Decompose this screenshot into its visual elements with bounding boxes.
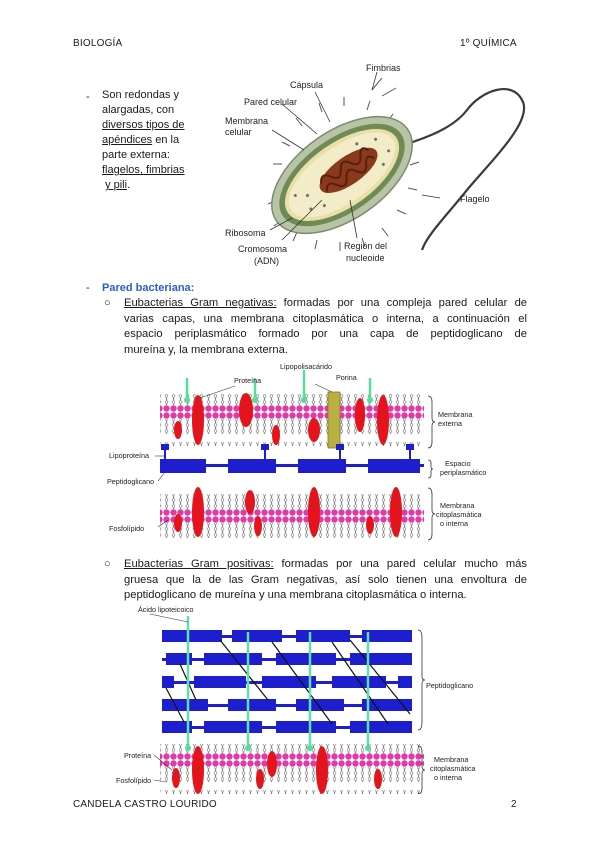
gram-negative-diagram (100, 360, 520, 550)
page-number: 2 (511, 799, 517, 810)
label-citoplasmatica-2: citoplasmática (436, 510, 482, 519)
porin (328, 392, 340, 448)
gram-neg-paragraph: Eubacterias Gram negativas: formadas por una compleja pared celular de varias capas, una membrana citoplasmática o interna, a continuación el espacio periplasmático formado por una capa de peptidoglicano de mureína y, la membrana externa. (124, 297, 528, 356)
label-ribosoma: Ribosoma (225, 228, 266, 238)
footer-author: CANDELA CASTRO LOURIDO (73, 799, 217, 810)
label-flagelo: Flagelo (460, 194, 490, 204)
label-membrana-externa-2: externa (438, 419, 462, 428)
label-membrana-pos-3: o interna (434, 773, 462, 782)
label-lipoproteina: Lipoproteína (109, 451, 149, 460)
label-capsula: Cápsula (290, 80, 324, 90)
gram-pos-paragraph: Eubacterias Gram positivas: formadas por una pared celular mucho más gruesa que la de las Gram negativas, así solo tienen una envoltura de peptidoglicano de mureína y una membrana citoplasmática o interna. (124, 558, 527, 601)
header-course: 1º QUÍMICA (460, 38, 517, 49)
label-cromosoma-1: Cromosoma (238, 244, 288, 254)
gram-pos-marker: ○ (104, 558, 111, 570)
bacterium-illustration (222, 60, 540, 272)
label-citoplasmatica-3: o interna (440, 519, 468, 528)
label-lipopolisacarido: Lipopolisacárido (280, 362, 332, 371)
header-subject: BIOLOGÍA (73, 38, 123, 49)
label-espacio-1: Espacio (445, 459, 471, 468)
thick-peptidoglycan (162, 630, 412, 733)
label-membrana-2: celular (225, 127, 252, 137)
section-title: Pared bacteriana: (102, 282, 195, 294)
gram-neg-marker: ○ (104, 297, 111, 309)
label-acido-lipoteicoico: Ácido lipoteicoico (138, 605, 194, 614)
label-citoplasmatica-1: Membrana (440, 501, 475, 510)
section-dash: - (86, 282, 90, 294)
label-proteina: Proteína (234, 376, 262, 385)
label-pared: Pared celular (244, 97, 298, 107)
label-region-2: nucleoide (346, 253, 385, 263)
label-fosfolipido-pos: Fosfolípido (116, 776, 152, 785)
intro-text: Son redondas y alargadas, con diversos tipos de apéndices en la parte externa: flagelos, fimbrias y pili. (102, 89, 185, 191)
label-fosfolipido: Fosfolípido (109, 524, 145, 533)
label-proteina-pos: Proteína (124, 751, 152, 760)
label-cromosoma-2: (ADN) (254, 256, 279, 266)
label-peptidoglicano: Peptidoglicano (107, 477, 155, 486)
label-porina: Porina (336, 373, 357, 382)
intro-dash: - (86, 91, 90, 103)
lipoproteins (165, 446, 410, 460)
label-membrana-externa-1: Membrana (438, 410, 473, 419)
label-region-1: Región del (344, 241, 388, 251)
label-fimbrias: Fimbrias (366, 63, 401, 73)
gram-positive-diagram (100, 604, 520, 794)
label-espacio-2: periplasmático (440, 468, 487, 477)
label-membrana-pos-1: Membrana (434, 755, 469, 764)
label-membrana-1: Membrana (225, 116, 269, 126)
label-peptidoglicano-pos: Peptidoglicano (426, 681, 474, 690)
peptidoglycan-layer (160, 459, 424, 473)
label-membrana-pos-2: citoplasmática (430, 764, 476, 773)
